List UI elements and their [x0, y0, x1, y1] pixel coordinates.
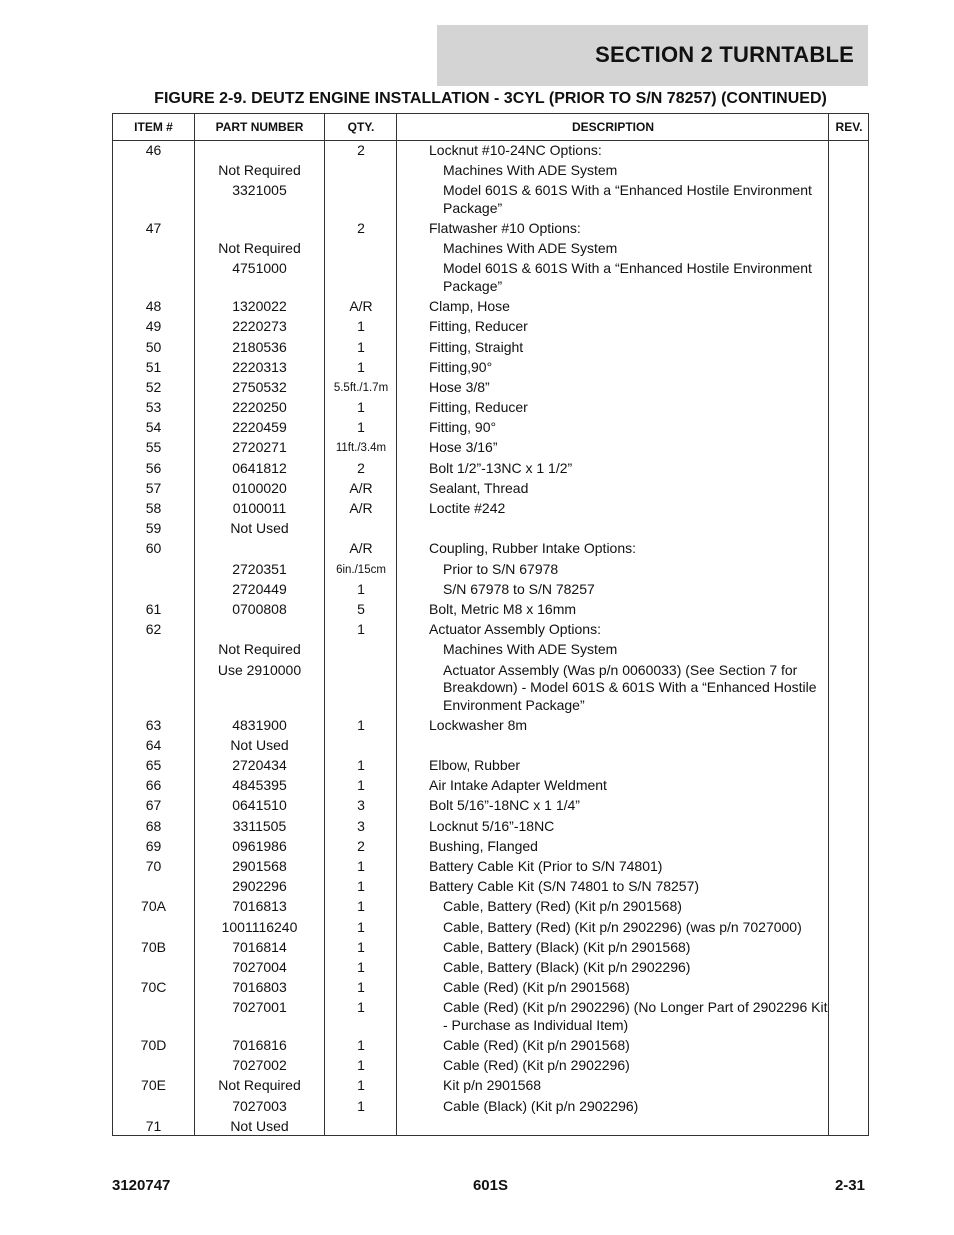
table-row — [113, 1098, 868, 1118]
qty-cell: 1 — [357, 1057, 365, 1074]
part-number-cell: 2720271 — [232, 439, 287, 456]
table-row — [113, 838, 868, 858]
qty-cell: 2 — [357, 142, 365, 158]
item-cell: 66 — [145, 777, 162, 794]
qty-cell: 1 — [357, 621, 365, 638]
part-number-cell: 1320022 — [232, 298, 287, 315]
item-cell: 53 — [145, 399, 162, 416]
qty-cell: 1 — [357, 1077, 365, 1094]
table-row — [113, 939, 868, 959]
part-number-cell: 3311505 — [232, 817, 287, 834]
part-number-cell: Not Required — [218, 641, 301, 658]
part-number-cell: Use 2910000 — [217, 661, 302, 678]
footer-model: 601S — [472, 1177, 509, 1194]
table-row — [113, 1057, 868, 1077]
part-number-cell: 4831900 — [232, 716, 287, 733]
header-rev: REV. — [835, 120, 863, 134]
description-cell: Cable, Battery (Black) (Kit p/n 2901568) — [443, 938, 691, 955]
qty-cell: 1 — [357, 1037, 365, 1053]
part-number-cell: 7016816 — [232, 1037, 287, 1053]
header-description: DESCRIPTION — [571, 120, 654, 134]
table-row — [113, 419, 868, 439]
table-row — [113, 737, 868, 757]
table-row — [113, 999, 868, 1037]
qty-cell: 1 — [357, 918, 365, 935]
description-cell: Cable, Battery (Red) (Kit p/n 2902296) (was p/n 7027000) — [443, 918, 802, 935]
description-cell: Sealant, Thread — [429, 479, 529, 496]
qty-cell: 1 — [357, 358, 365, 375]
part-number-cell: 2720434 — [232, 757, 287, 774]
description-cell: Kit p/n 2901568 — [443, 1077, 542, 1094]
item-cell: 62 — [145, 621, 162, 638]
part-number-cell: 7016803 — [232, 979, 287, 996]
description-cell: Cable (Red) (Kit p/n 2901568) — [443, 979, 630, 996]
qty-cell: 1 — [357, 999, 365, 1016]
table-body — [113, 140, 868, 1138]
item-cell: 49 — [145, 318, 162, 335]
item-cell: 60 — [145, 540, 162, 557]
part-number-cell: 7027004 — [232, 958, 287, 975]
description-cell: Bolt 5/16”-18NC x 1 1/4” — [429, 797, 580, 814]
qty-cell: 1 — [357, 580, 365, 597]
item-cell: 68 — [145, 817, 162, 834]
description-cell: Bolt, Metric M8 x 16mm — [429, 600, 577, 617]
description-cell: Bushing, Flanged — [429, 837, 538, 854]
description-cell: Loctite #242 — [429, 500, 506, 516]
part-number-cell: 0100020 — [232, 479, 287, 496]
item-cell: 55 — [145, 439, 162, 456]
header-part-number: PART NUMBER — [215, 120, 304, 134]
table-row — [113, 399, 868, 419]
table-row — [113, 581, 868, 601]
qty-cell: 11ft./3.4m — [335, 442, 387, 455]
parts-table — [112, 113, 869, 1136]
table-row — [113, 641, 868, 661]
description-cell: Actuator Assembly Options: — [429, 621, 601, 638]
section-title: SECTION 2 TURNTABLE — [595, 42, 854, 67]
table-row — [113, 797, 868, 817]
item-cell: 58 — [145, 500, 162, 516]
part-number-cell: 2220459 — [232, 419, 287, 436]
part-number-cell: Not Used — [230, 736, 289, 753]
item-cell: 70E — [141, 1077, 166, 1094]
item-cell: 70C — [140, 979, 167, 996]
qty-cell: 1 — [357, 777, 365, 794]
description-cell: Hose 3/8” — [429, 378, 490, 395]
part-number-cell: 3321005 — [232, 182, 287, 199]
qty-cell: A/R — [349, 479, 373, 496]
table-row — [113, 359, 868, 379]
qty-cell: 1 — [357, 318, 365, 335]
table-row — [113, 480, 868, 500]
table-row — [113, 621, 868, 641]
table-row — [113, 979, 868, 999]
item-cell: 54 — [145, 419, 162, 436]
description-cell: Battery Cable Kit (Prior to S/N 74801) — [429, 858, 663, 874]
description-cell: Locknut #10-24NC Options: — [429, 142, 602, 158]
table-row — [113, 1037, 868, 1057]
qty-cell: 1 — [357, 338, 365, 355]
qty-cell: 1 — [357, 1097, 365, 1114]
table-row — [113, 439, 868, 459]
qty-cell: A/R — [349, 298, 373, 315]
table-row — [113, 757, 868, 777]
table-row — [113, 339, 868, 359]
part-number-cell: 0961986 — [232, 837, 287, 854]
header-qty: QTY. — [347, 120, 375, 134]
table-row — [113, 540, 868, 560]
description-cell: Model 601S & 601S With a “Enhanced Hostile Environment Package” — [443, 260, 812, 294]
part-number-cell: 2902296 — [232, 878, 287, 895]
part-number-cell: 0100011 — [232, 500, 287, 516]
item-cell: 63 — [145, 716, 162, 733]
figure-title: FIGURE 2-9. DEUTZ ENGINE INSTALLATION - 3CYL (PRIOR TO S/N 78257) (CONTINUED) — [154, 90, 827, 107]
description-cell: Battery Cable Kit (S/N 74801 to S/N 78257) — [429, 878, 700, 895]
qty-cell: 1 — [357, 716, 365, 733]
table-row — [113, 520, 868, 540]
footer-manual-number: 3120747 — [112, 1177, 171, 1194]
table-row — [113, 500, 868, 520]
description-cell: Lockwasher 8m — [429, 716, 528, 733]
item-cell: 46 — [145, 142, 162, 158]
part-number-cell: 0641510 — [232, 797, 287, 814]
table-row — [113, 662, 868, 717]
description-cell: Cable (Red) (Kit p/n 2902296) (No Longer Part of 2902296 Kit - Purchase as Individual Item) — [443, 999, 828, 1033]
footer-page-number: 2-31 — [834, 1177, 865, 1194]
description-cell: S/N 67978 to S/N 78257 — [443, 580, 595, 597]
part-number-cell: 2220273 — [232, 318, 287, 335]
description-cell: Fitting, Reducer — [429, 399, 528, 416]
part-number-cell: 1001116240 — [221, 918, 298, 935]
description-cell: Machines With ADE System — [443, 162, 618, 179]
qty-cell: 2 — [357, 837, 365, 854]
qty-cell: 1 — [357, 979, 365, 996]
description-cell: Flatwasher #10 Options: — [429, 220, 581, 237]
header-item: ITEM # — [134, 120, 173, 134]
item-cell: 50 — [145, 338, 162, 355]
description-cell: Model 601S & 601S With a “Enhanced Hostile Environment Package” — [443, 182, 812, 216]
part-number-cell: 4845395 — [232, 777, 287, 794]
table-row — [113, 220, 868, 240]
part-number-cell: 2901568 — [232, 858, 287, 874]
item-cell: 67 — [145, 797, 162, 814]
qty-cell: 1 — [357, 938, 365, 955]
description-cell: Actuator Assembly (Was p/n 0060033) (See Section 7 for Breakdown) - Model 601S & 601S With a “Enhanced Hostile Environment Package” — [443, 661, 817, 713]
qty-cell: 1 — [357, 958, 365, 975]
qty-cell: 5.5ft./1.7m — [333, 381, 389, 394]
qty-cell: 1 — [357, 419, 365, 436]
table-row — [113, 298, 868, 318]
table-row — [113, 601, 868, 621]
item-cell: 59 — [145, 520, 162, 537]
page-footer — [112, 1177, 869, 1197]
section-header — [437, 25, 868, 86]
qty-cell: 2 — [357, 220, 365, 237]
description-cell: Coupling, Rubber Intake Options: — [429, 540, 637, 557]
qty-cell: 1 — [357, 878, 365, 895]
description-cell: Clamp, Hose — [429, 298, 510, 315]
table-header — [113, 114, 868, 141]
table-row — [113, 717, 868, 737]
item-cell: 51 — [145, 358, 162, 375]
description-cell: Elbow, Rubber — [429, 757, 521, 774]
qty-cell: 1 — [357, 399, 365, 416]
qty-cell: A/R — [349, 500, 373, 516]
description-cell: Cable (Red) (Kit p/n 2902296) — [443, 1057, 630, 1074]
part-number-cell: 2220250 — [232, 399, 287, 416]
table-row — [113, 818, 868, 838]
table-row — [113, 460, 868, 480]
qty-cell: 3 — [357, 817, 365, 834]
table-row — [113, 1077, 868, 1097]
item-cell: 70A — [141, 898, 166, 915]
part-number-cell: 2720351 — [232, 560, 287, 577]
part-number-cell: 4751000 — [232, 260, 287, 277]
part-number-cell: 7016814 — [232, 938, 287, 955]
part-number-cell: 0700808 — [232, 600, 287, 617]
part-number-cell: 2720449 — [232, 580, 287, 597]
part-number-cell: 7027002 — [232, 1057, 287, 1074]
part-number-cell: 0641812 — [232, 459, 287, 476]
description-cell: Prior to S/N 67978 — [443, 560, 559, 577]
item-cell: 52 — [145, 378, 162, 395]
table-row — [113, 777, 868, 797]
table-row — [113, 878, 868, 898]
item-cell: 48 — [145, 298, 162, 315]
item-cell: 70D — [140, 1037, 167, 1053]
table-row — [113, 858, 868, 878]
description-cell: Cable (Black) (Kit p/n 2902296) — [443, 1097, 639, 1114]
qty-cell: 1 — [357, 757, 365, 774]
description-cell: Cable (Red) (Kit p/n 2901568) — [443, 1037, 630, 1053]
part-number-cell: 7027001 — [232, 999, 287, 1016]
description-cell: Locknut 5/16”-18NC — [429, 817, 555, 834]
table-row — [113, 1118, 868, 1138]
part-number-cell: 2750532 — [232, 378, 287, 395]
part-number-cell: Not Required — [218, 162, 301, 179]
table-row — [113, 162, 868, 182]
table-row — [113, 260, 868, 298]
part-number-cell: Not Used — [230, 1117, 289, 1134]
part-number-cell: 7027003 — [232, 1097, 287, 1114]
part-number-cell: Not Required — [218, 240, 301, 257]
part-number-cell: 7016813 — [232, 898, 287, 915]
qty-cell: 6in./15cm — [336, 563, 386, 576]
description-cell: Fitting, Straight — [429, 338, 524, 355]
description-cell: Cable, Battery (Red) (Kit p/n 2901568) — [443, 898, 682, 915]
item-cell: 70B — [141, 938, 166, 955]
qty-cell: 1 — [357, 858, 365, 874]
item-cell: 69 — [145, 837, 162, 854]
table-row — [113, 919, 868, 939]
item-cell: 70 — [145, 858, 162, 874]
description-cell: Hose 3/16” — [429, 439, 498, 456]
qty-cell: A/R — [349, 540, 373, 557]
qty-cell: 3 — [357, 797, 365, 814]
table-row — [113, 240, 868, 260]
description-cell: Air Intake Adapter Weldment — [429, 777, 607, 794]
table-row — [113, 959, 868, 979]
table-row — [113, 318, 868, 338]
part-number-cell: Not Required — [218, 1077, 301, 1094]
part-number-cell: 2220313 — [232, 358, 287, 375]
qty-cell: 5 — [357, 600, 365, 617]
table-row — [113, 898, 868, 918]
description-cell: Fitting,90° — [429, 358, 493, 375]
description-cell: Machines With ADE System — [443, 641, 618, 658]
item-cell: 56 — [145, 459, 162, 476]
item-cell: 71 — [145, 1117, 162, 1134]
item-cell: 64 — [145, 736, 162, 753]
table-row — [113, 142, 868, 162]
table-row — [113, 182, 868, 220]
item-cell: 65 — [145, 757, 162, 774]
item-cell: 57 — [145, 479, 162, 496]
description-cell: Fitting, 90° — [429, 419, 497, 436]
description-cell: Bolt 1/2”-13NC x 1 1/2” — [429, 459, 573, 476]
qty-cell: 2 — [357, 459, 365, 476]
table-row — [113, 379, 868, 399]
qty-cell: 1 — [357, 898, 365, 915]
table-row — [113, 561, 868, 581]
part-number-cell: 2180536 — [232, 338, 287, 355]
description-cell: Cable, Battery (Black) (Kit p/n 2902296) — [443, 958, 691, 975]
part-number-cell: Not Used — [230, 520, 289, 537]
description-cell: Fitting, Reducer — [429, 318, 528, 335]
item-cell: 61 — [145, 600, 162, 617]
item-cell: 47 — [145, 220, 162, 237]
description-cell: Machines With ADE System — [443, 240, 618, 257]
